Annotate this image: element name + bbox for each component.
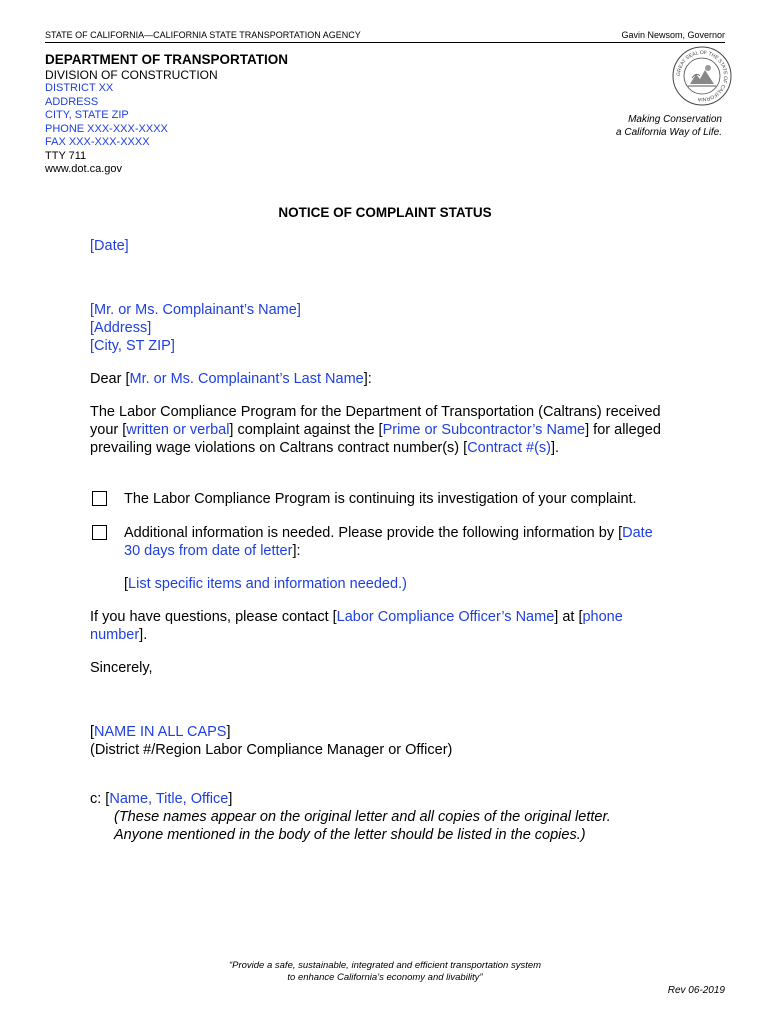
- list-items-bracket: [: [124, 576, 129, 592]
- header-rule: [45, 42, 725, 43]
- governor-name: Gavin Newsom, Governor: [621, 30, 725, 40]
- cc-suffix: ]: [228, 791, 233, 807]
- contract-number-field: Contract #(s): [467, 440, 551, 457]
- list-items-text: List specific items and information needed.): [128, 576, 407, 592]
- agency-line: STATE OF CALIFORNIA—CALIFORNIA STATE TRANSPORTATION AGENCY: [45, 30, 361, 40]
- footer-slogan: [0, 960, 770, 984]
- cc-prefix: c: [: [90, 791, 110, 807]
- para1-text-2: ] complaint against the [: [229, 422, 383, 439]
- motto: [616, 114, 722, 139]
- option-additional-info-label: [124, 524, 664, 560]
- phone-number-field: phone number: [90, 609, 623, 644]
- closing: Sincerely,: [90, 660, 153, 676]
- letterhead-address: [45, 68, 218, 177]
- fax-field: FAX XXX-XXX-XXXX: [45, 136, 150, 148]
- recipient-block: [90, 301, 690, 356]
- california-seal-icon: [672, 46, 732, 106]
- signer-name: [90, 723, 690, 741]
- option-continuing-label: The Labor Compliance Program is continuing its investigation of your complaint.: [124, 491, 637, 507]
- signer-title: (District #/Region Labor Compliance Manager or Officer): [90, 742, 453, 758]
- website: www.dot.ca.gov: [45, 163, 123, 175]
- footer-line-1: “Provide a safe, sustainable, integrated and efficient transportation system: [228, 960, 542, 971]
- para1-text-4: ].: [551, 440, 560, 457]
- signer-close: ]: [226, 724, 231, 740]
- complaint-paragraph: [90, 403, 680, 458]
- recipient-name: [Mr. or Ms. Complainant’s Name]: [90, 302, 301, 318]
- salutation: [90, 370, 690, 388]
- date-field: [Date]: [90, 238, 129, 254]
- officer-name-field: Labor Compliance Officer’s Name: [336, 609, 555, 625]
- contact-text-1: If you have questions, please contact [: [90, 609, 337, 625]
- phone-field: PHONE XXX-XXX-XXXX: [45, 122, 168, 135]
- contact-paragraph: [90, 608, 680, 644]
- division-name: DIVISION OF CONSTRUCTION: [45, 68, 218, 82]
- salutation-name: Mr. or Ms. Complainant’s Last Name: [129, 371, 364, 387]
- recipient-city: [City, ST ZIP]: [90, 338, 175, 355]
- option2-text-2: ]:: [292, 543, 301, 560]
- salutation-suffix: ]:: [363, 371, 372, 387]
- cc-name-field: Name, Title, Office: [109, 791, 229, 807]
- tty-number: TTY 711: [45, 149, 87, 162]
- cc-note-line-1: (These names appear on the original letter and all copies of the original letter.: [114, 809, 611, 825]
- complaint-type-field: written or verbal: [126, 422, 230, 439]
- district-field: DISTRICT XX: [45, 82, 114, 94]
- footer-line-2: to enhance California’s economy and livability”: [287, 972, 483, 983]
- contact-text-2: ] at [: [554, 609, 583, 625]
- signer-open: [: [90, 724, 95, 740]
- letter-title: NOTICE OF COMPLAINT STATUS: [278, 205, 492, 220]
- address-field: ADDRESS: [45, 95, 99, 108]
- para1-text-3: ] for alleged prevailing wage violations on Caltrans contract number(s) [: [90, 422, 661, 457]
- cc-line: [90, 790, 690, 808]
- contractor-name-field: Prime or Subcontractor’s Name: [382, 422, 586, 439]
- due-date-field: Date 30 days from date of letter: [124, 525, 653, 560]
- svg-text:GREAT SEAL OF THE STATE OF CAL: GREAT SEAL OF THE STATE OF CALIFORNIA: [675, 49, 729, 103]
- option2-text-1: Additional information is needed. Please provide the following information by [: [124, 525, 623, 541]
- revision-label: Rev 06-2019: [667, 985, 725, 996]
- motto-line-2: a California Way of Life.: [616, 126, 722, 138]
- option-continuing-checkbox[interactable]: [92, 491, 107, 506]
- contact-text-3: ].: [139, 627, 148, 644]
- department-name: DEPARTMENT OF TRANSPORTATION: [45, 52, 288, 67]
- signer-name-field: NAME IN ALL CAPS: [94, 724, 227, 740]
- recipient-address: [Address]: [90, 320, 152, 337]
- option-additional-info-checkbox[interactable]: [92, 525, 107, 540]
- salutation-prefix: Dear [: [90, 371, 130, 387]
- para1-text-1: The Labor Compliance Program for the Department of Transportation (Caltrans) received your [: [90, 404, 661, 439]
- list-items-field: [124, 575, 664, 593]
- motto-line-1: Making Conservation: [628, 114, 722, 125]
- cc-note-line-2: Anyone mentioned in the body of the letter should be listed in the copies.): [114, 827, 586, 844]
- city-state-zip-field: CITY, STATE ZIP: [45, 109, 129, 121]
- cc-note: [114, 808, 714, 844]
